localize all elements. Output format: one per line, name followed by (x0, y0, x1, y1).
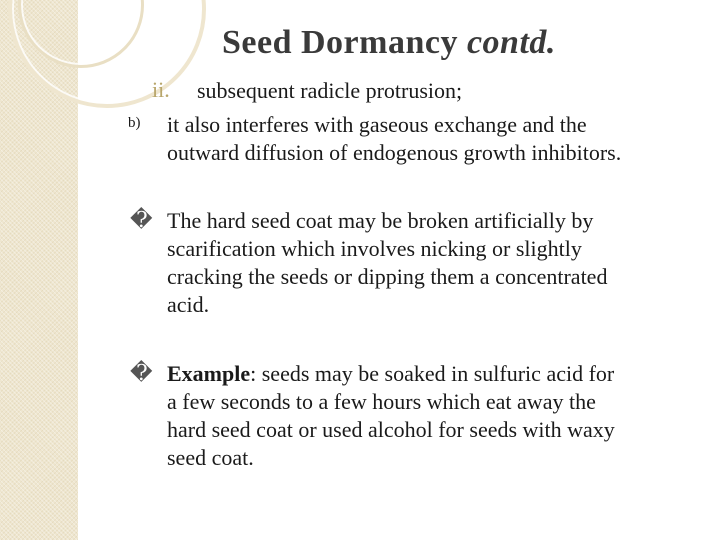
bullet-2-line-2: a few seconds to a few hours which eat away the (167, 389, 596, 414)
point-b-line-1: it also interferes with gaseous exchange and the (167, 112, 587, 137)
bullet-2-line-3: hard seed coat or used alcohol for seeds with waxy (167, 417, 615, 442)
bullet-1-line-2: scarification which involves nicking or slightly (167, 236, 582, 261)
bullet-2-line-4: seed coat. (167, 445, 254, 470)
point-b-line-2: outward diffusion of endogenous growth inhibitors. (167, 140, 622, 165)
bullet-2-line-1-rest: : seeds may be soaked in sulfuric acid for (250, 361, 615, 386)
bullet-1-line-1: The hard seed coat may be broken artificially by (167, 208, 594, 233)
subpoint-ii-marker: ii. (152, 77, 170, 102)
bullet-1-line-3: cracking the seeds or dipping them a concentrated (167, 264, 608, 289)
bullet-1-glyph: � (130, 207, 153, 232)
slide-title (222, 24, 556, 62)
bullet-1-line-4: acid. (167, 292, 210, 317)
bullet-2-line-1 (167, 360, 614, 388)
point-b-marker: b) (128, 115, 141, 131)
bullet-2-term: Example (167, 361, 251, 386)
title-italic: contd. (466, 24, 556, 61)
subpoint-ii-text: subsequent radicle protrusion; (197, 78, 463, 103)
title-main: Seed Dormancy (222, 24, 458, 61)
bullet-2-glyph: � (130, 360, 153, 385)
